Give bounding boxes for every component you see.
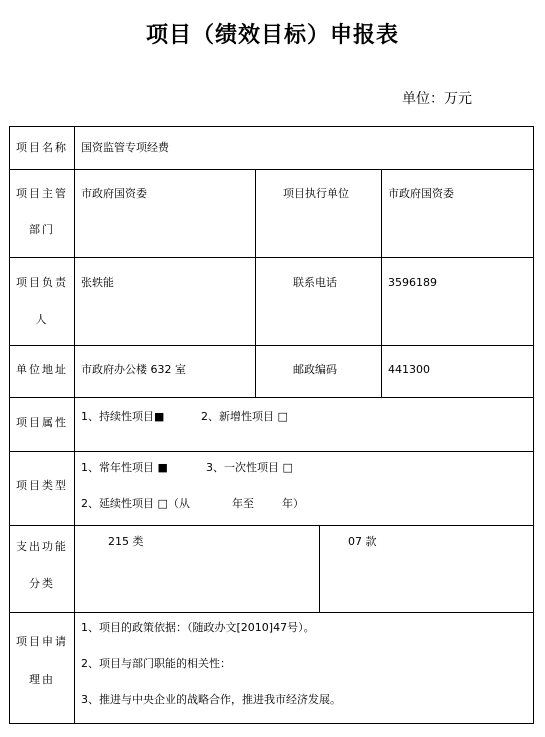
type-label: 项目类型	[16, 479, 68, 492]
project-name-value: 国资监管专项经费	[81, 141, 169, 154]
person-label-line1: 项目负责	[16, 276, 68, 289]
phone-label: 联系电话	[293, 276, 337, 289]
type-option-1: 1、常年性项目 ■	[81, 461, 168, 474]
reason-line-2: 2、项目与部门职能的相关性：	[81, 657, 231, 670]
exec-unit-value: 市政府国资委	[388, 187, 454, 200]
project-name-label-cell	[9, 126, 75, 170]
type-year-from: 年至	[232, 497, 254, 510]
address-label-cell	[9, 345, 75, 398]
postcode-value-cell	[381, 345, 534, 398]
exec-unit-label-cell	[255, 169, 382, 258]
type-label-cell	[9, 451, 75, 526]
phone-label-cell	[255, 257, 382, 346]
reason-label-cell	[9, 612, 75, 724]
function-label-cell	[9, 525, 75, 613]
dept-label-line1: 项目主管	[16, 187, 68, 200]
dept-value-cell	[74, 169, 256, 258]
attribute-option-2: 2、新增性项目 □	[201, 410, 288, 423]
dept-value: 市政府国资委	[81, 187, 147, 200]
reason-value-cell	[74, 612, 534, 724]
type-option-3: 3、一次性项目 □	[206, 461, 293, 474]
type-option-2: 2、延续性项目 □（从	[81, 497, 190, 510]
type-value-cell	[74, 451, 534, 526]
phone-value-cell	[381, 257, 534, 346]
dept-label-line2: 部门	[29, 223, 55, 236]
project-name-label: 项目名称	[16, 141, 68, 154]
postcode-label: 邮政编码	[293, 363, 337, 376]
function-label-line1: 支出功能	[16, 540, 68, 553]
function-label-line2: 分类	[29, 577, 55, 590]
reason-line-3: 3、推进与中央企业的战略合作，推进我市经济发展。	[81, 693, 341, 706]
attribute-label: 项目属性	[16, 416, 68, 429]
address-value: 市政府办公楼 632 室	[81, 363, 186, 376]
attribute-value-cell	[74, 397, 534, 452]
exec-unit-label: 项目执行单位	[283, 187, 349, 200]
function-section-value: 07 款	[348, 535, 377, 548]
reason-line-1: 1、项目的政策依据：（随政办文[2010]47号）。	[81, 621, 315, 634]
person-value-cell	[74, 257, 256, 346]
person-label-cell	[9, 257, 75, 346]
phone-value: 3596189	[388, 276, 437, 289]
address-value-cell	[74, 345, 256, 398]
declaration-form	[9, 126, 534, 724]
person-label-line2: 人	[35, 313, 49, 326]
attribute-label-cell	[9, 397, 75, 452]
type-year-to: 年）	[282, 497, 304, 510]
function-class-value: 215 类	[108, 535, 144, 548]
dept-label-cell	[9, 169, 75, 258]
function-class-cell	[74, 525, 320, 613]
page-title: 项目（绩效目标）申报表	[145, 23, 399, 48]
reason-label-line2: 理由	[29, 673, 55, 686]
person-value: 张轶能	[81, 276, 114, 289]
exec-unit-value-cell	[381, 169, 534, 258]
unit-label: 单位：万元	[402, 91, 472, 107]
address-label: 单位地址	[16, 363, 68, 376]
project-name-value-cell	[74, 126, 534, 170]
postcode-label-cell	[255, 345, 382, 398]
attribute-option-1: 1、持续性项目■	[81, 410, 165, 423]
reason-label-line1: 项目申请	[16, 635, 68, 648]
function-section-cell	[319, 525, 534, 613]
postcode-value: 441300	[388, 363, 430, 376]
